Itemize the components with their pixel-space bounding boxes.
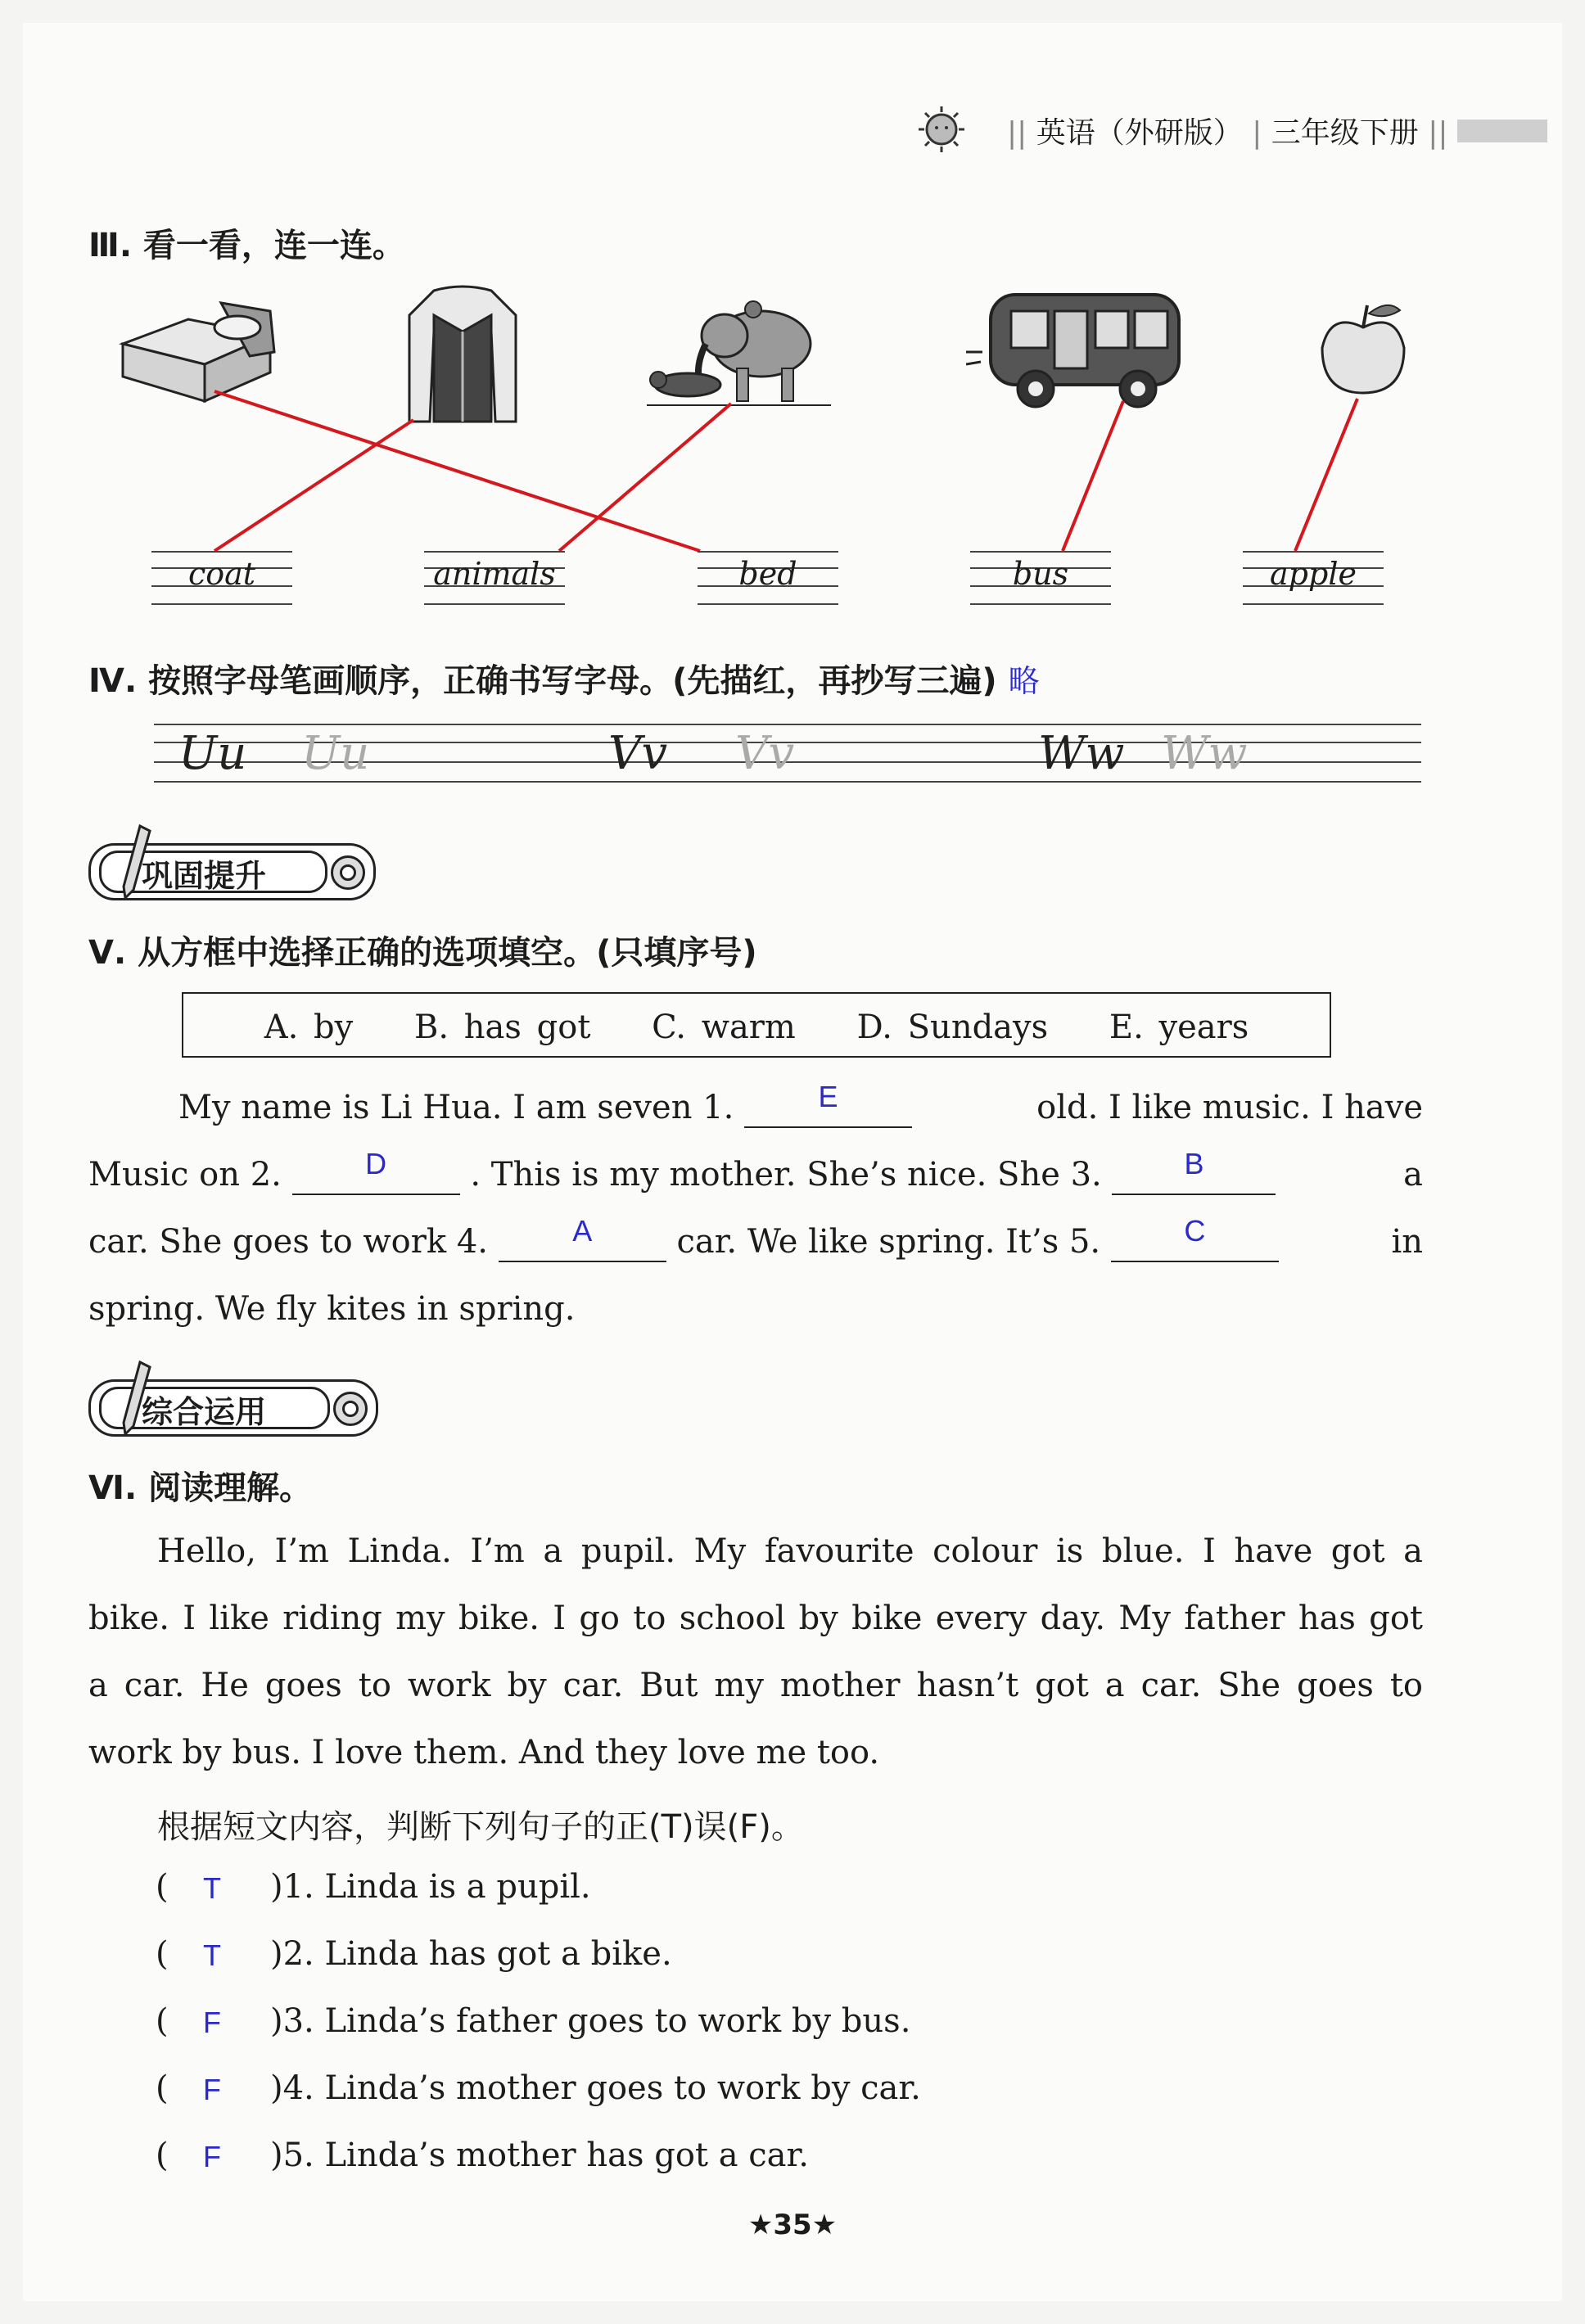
match-line-bus <box>1063 401 1123 551</box>
header-subject: 英语（外研版） <box>1036 116 1243 150</box>
tf-text-4: )4. Linda’s mother goes to work by car. <box>270 2069 921 2107</box>
comprehensive-badge <box>88 1379 378 1437</box>
passage-line-4: work by bus. I love them. And they love me too. <box>88 1734 880 1771</box>
word-apple: apple <box>1270 556 1357 592</box>
word-box-1 <box>151 544 292 610</box>
answer-4: A <box>572 1214 593 1248</box>
blank-4 <box>499 1214 666 1262</box>
match-line-bed <box>214 391 700 551</box>
fill-text-7: car. We like spring. It’s 5. <box>676 1223 1101 1261</box>
match-line-apple <box>1295 399 1357 551</box>
consolidate-badge <box>88 843 376 900</box>
word-box-4 <box>970 544 1111 610</box>
tf-item-4: ( F )4. Linda’s mother goes to work by car. <box>156 2069 921 2107</box>
fill-text-3: Music on 2. <box>88 1156 282 1194</box>
tf-answer-1: T <box>203 1871 221 1905</box>
blank-1 <box>744 1080 912 1128</box>
letter-Ww-traced: Ww <box>1038 727 1125 780</box>
letter-Uu-guide: Uu <box>301 727 370 780</box>
letter-Uu-traced: Uu <box>178 727 247 780</box>
option-e: E. years <box>1109 1009 1249 1046</box>
tf-answer-3: F <box>203 2006 221 2039</box>
tf-text-2: )2. Linda has got a bike. <box>270 1935 672 1973</box>
letter-Vv-traced: Vv <box>608 727 668 780</box>
word-animals: animals <box>433 556 556 592</box>
section4-title <box>88 655 1040 702</box>
tf-item-1: ( T )1. Linda is a pupil. <box>156 1868 591 1906</box>
letter-Vv-guide: Vv <box>735 727 795 780</box>
blank-5 <box>1111 1214 1279 1262</box>
page-number: ★35★ <box>747 2209 838 2241</box>
comprehensive-label: 综合运用 <box>142 1394 267 1430</box>
blank-3 <box>1112 1147 1276 1195</box>
tf-answer-4: F <box>203 2073 221 2106</box>
match-line-coat <box>214 420 413 551</box>
answer-2: D <box>365 1147 387 1180</box>
tf-item-5: ( F )5. Linda’s mother has got a car. <box>156 2137 809 2174</box>
fill-text-5: a <box>1403 1156 1423 1194</box>
option-c: C. warm <box>652 1009 796 1046</box>
blank-2 <box>292 1147 460 1195</box>
tf-text-5: )5. Linda’s mother has got a car. <box>270 2137 809 2174</box>
fill-line-3 <box>88 1214 1423 1262</box>
word-bus: bus <box>1012 556 1069 592</box>
fill-line-1 <box>178 1080 1423 1128</box>
header-title: || 英语（外研版） | 三年级下册 || <box>1007 116 1448 150</box>
tf-answer-2: T <box>203 1938 221 1972</box>
options-list <box>183 1009 1330 1046</box>
consolidate-label: 巩固提升 <box>142 858 267 894</box>
tf-text-3: )3. Linda’s father goes to work by bus. <box>270 2002 911 2040</box>
answer-1: E <box>818 1080 838 1113</box>
fill-line-2 <box>88 1147 1423 1195</box>
header-grade: 三年级下册 <box>1271 116 1419 150</box>
tf-item-2: ( T )2. Linda has got a bike. <box>156 1935 672 1973</box>
passage-line-2: bike. I like riding my bike. I go to school by bike every day. My father has got <box>88 1600 1423 1637</box>
fill-text-6: car. She goes to work 4. <box>88 1223 488 1261</box>
answer-5: C <box>1184 1214 1206 1248</box>
badge-ring-icon <box>331 855 365 890</box>
passage-line-1: Hello, I’m Linda. I’m a pupil. My favourite colour is blue. I have got a <box>157 1532 1423 1570</box>
section5-title: Ⅴ. 从方框中选择正确的选项填空。(只填序号) <box>88 934 757 972</box>
match-lines <box>0 0 1585 622</box>
fill-text-4: . This is my mother. She’s nice. She 3. <box>470 1156 1102 1194</box>
passage-line-3: a car. He goes to work by car. But my mother hasn’t got a car. She goes to <box>88 1667 1423 1704</box>
fill-line-4: spring. We fly kites in spring. <box>88 1290 576 1328</box>
fill-text-2: old. I like music. I have <box>1036 1089 1423 1126</box>
fill-text-1: My name is Li Hua. I am seven 1. <box>178 1089 734 1126</box>
answer-3: B <box>1184 1147 1204 1180</box>
fill-text-8: in <box>1391 1223 1423 1261</box>
letter-writing-lines <box>154 722 1421 787</box>
word-box-5 <box>1243 544 1384 610</box>
section4-title-text: Ⅳ. 按照字母笔画顺序，正确书写字母。(先描红，再抄写三遍) <box>88 662 997 700</box>
option-d: D. Sundays <box>856 1009 1049 1046</box>
option-b: B. has got <box>413 1009 591 1046</box>
letter-Ww-guide: Ww <box>1161 727 1248 780</box>
section6-title: Ⅵ. 阅读理解。 <box>88 1469 313 1507</box>
tf-answer-5: F <box>203 2140 221 2173</box>
word-bed: bed <box>738 556 797 592</box>
options-box <box>182 992 1331 1058</box>
word-box-2 <box>424 544 565 610</box>
tf-item-3: ( F )3. Linda’s father goes to work by bus. <box>156 2002 911 2040</box>
word-box-3 <box>698 544 838 610</box>
section4-answer: 略 <box>1008 663 1040 699</box>
tf-text-1: )1. Linda is a pupil. <box>270 1868 591 1906</box>
badge-ring-icon <box>333 1392 368 1426</box>
word-coat: coat <box>187 556 256 592</box>
match-line-animals <box>559 404 731 551</box>
option-a: A. by <box>264 1009 354 1046</box>
section3-title: Ⅲ. 看一看，连一连。 <box>88 227 405 264</box>
section6-instruction: 根据短文内容，判断下列句子的正(T)误(F)。 <box>157 1808 804 1846</box>
